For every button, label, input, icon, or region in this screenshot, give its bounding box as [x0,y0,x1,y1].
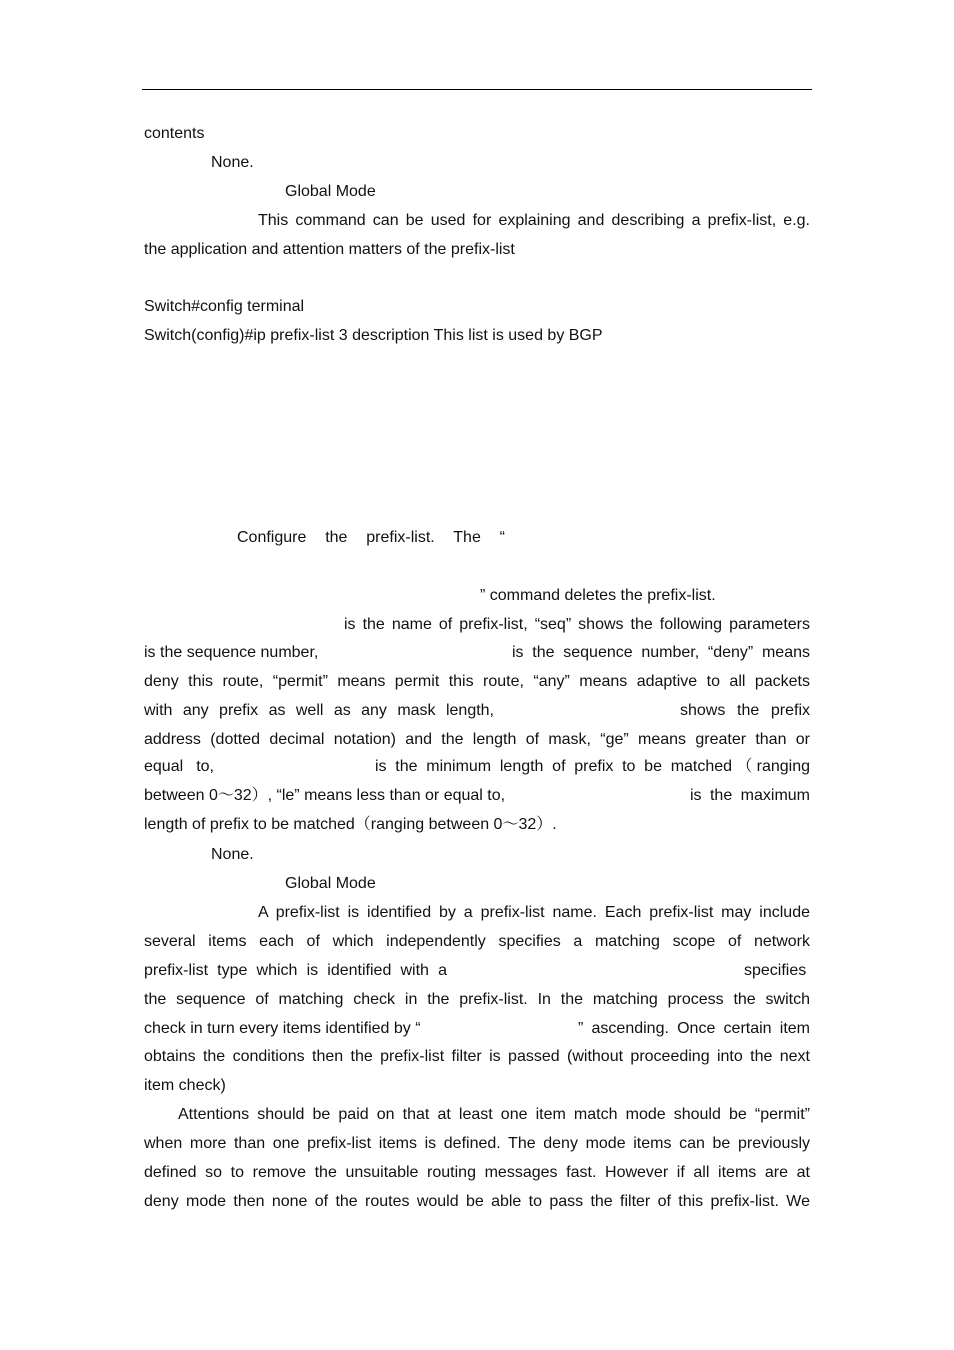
usage2-line-4: the sequence of matching check in the prefix-list. In the matching process the switch [144,991,810,1008]
usage2-line-3a: prefix-list type which is identified with a [144,962,447,979]
attention-line-4: deny mode then none of the routes would be able to pass the filter of this prefix-list. We [144,1193,810,1210]
command-mode-2: Global Mode [285,875,376,892]
usage-line-1: This command can be used for explaining and describing a prefix-list, e.g. [258,212,810,229]
command-mode: Global Mode [285,183,376,200]
usage-line-2: the application and attention matters of the prefix-list [144,241,515,258]
usage2-line-2: several items each of which independently specifies a matching scope of network [144,933,810,950]
attention-line-2: when more than one prefix-list items is defined. The deny mode items can be previously [144,1135,810,1152]
param-line-7b: is the maximum [690,787,810,804]
param-line-4b: shows the prefix [680,702,810,719]
attention-line-3: defined so to remove the unsuitable routing messages fast. However if all items are at [144,1164,810,1181]
usage2-line-7: item check) [144,1077,226,1094]
default-value: None. [211,154,254,171]
param-line-2a: is the sequence number, [144,644,319,661]
contents-text: contents [144,125,205,142]
attention-line-1: Attentions should be paid on that at least one item match mode should be “permit” [178,1106,810,1123]
param-line-7a: between 0～32）, “le” means less than or equal to, [144,787,506,804]
header-rule [142,89,812,90]
param-line-3: deny this route, “permit” means permit this route, “any” means adaptive to all packets [144,673,810,690]
function-line: Configure the prefix-list. The “ [237,529,505,546]
usage2-line-5b: ” ascending. Once certain item [578,1020,810,1037]
param-line-8: length of prefix to be matched（ranging between 0～32）. [144,816,557,833]
usage2-line-1: A prefix-list is identified by a prefix-list name. Each prefix-list may include [258,904,810,921]
param-line-6b: is the minimum length of prefix to be matched（ranging [375,758,810,775]
example-line-1: Switch#config terminal [144,298,305,315]
default-value-2: None. [211,846,254,863]
example-line-2: Switch(config)#ip prefix-list 3 description This list is used by BGP [144,327,603,344]
param-line-4a: with any prefix as well as any mask length, [144,702,494,719]
delete-line: ” command deletes the prefix-list. [480,587,716,604]
usage2-line-3b: specifies [744,962,807,979]
param-line-2b: is the sequence number, “deny” means [512,644,810,661]
param-line-5: address (dotted decimal notation) and the length of mask, “ge” means greater than or [144,731,810,748]
usage2-line-5a: check in turn every items identified by “ [144,1020,421,1037]
param-line-1: is the name of prefix-list, “seq” shows the following parameters [344,616,810,633]
param-line-6a: equal to, [144,758,214,775]
usage2-line-6: obtains the conditions then the prefix-list filter is passed (without proceeding into the next [144,1048,810,1065]
